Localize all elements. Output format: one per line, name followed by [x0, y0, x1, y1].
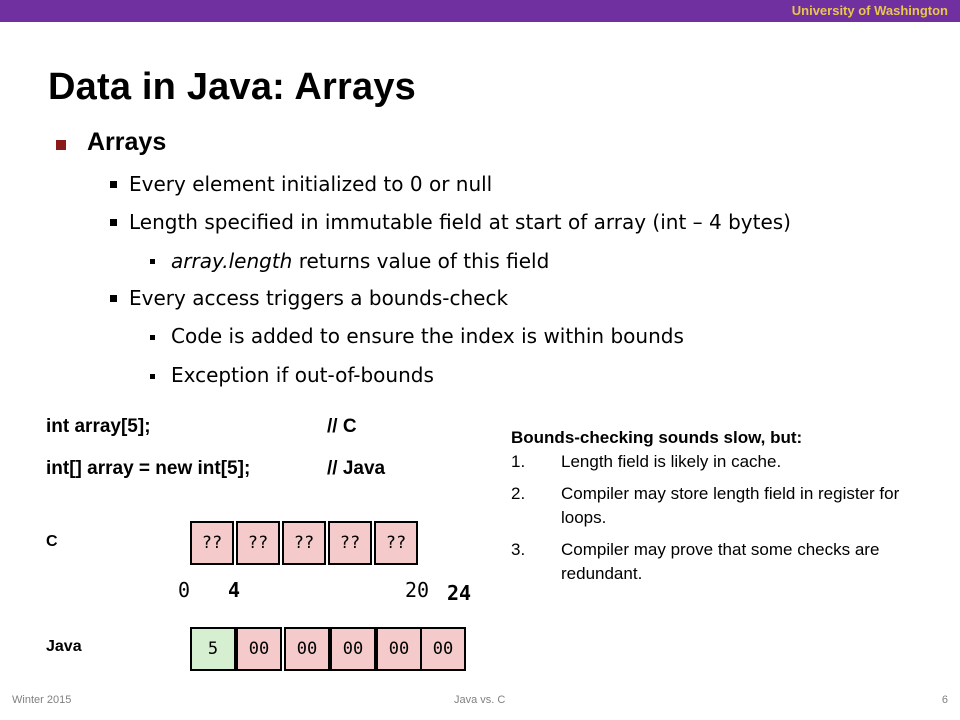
offset-label: 0: [178, 578, 191, 602]
java-length-cell: 5: [190, 627, 236, 671]
square-bullet-icon: [110, 295, 117, 302]
c-array-cell: ??: [236, 521, 280, 565]
offset-label: 20: [405, 578, 430, 602]
footer-term: Winter 2015: [12, 694, 72, 706]
c-comment: // C: [327, 416, 357, 437]
slide-title: Data in Java: Arrays: [48, 66, 417, 108]
c-array-cell: ??: [374, 521, 418, 565]
java-array-cell: 00: [420, 627, 466, 671]
bullet-array-length: [171, 249, 549, 273]
offset-label: 24: [447, 581, 472, 605]
bullet-exception: Exception if out-of-bounds: [171, 363, 434, 387]
bullet-length-field: Length specified in immutable field at start of array (int – 4 bytes): [129, 210, 791, 234]
array-length-desc: returns value of this field: [292, 249, 550, 273]
c-label: C: [46, 533, 58, 550]
c-array-cell: ??: [328, 521, 372, 565]
note-heading: Bounds-checking sounds slow, but:: [511, 428, 803, 447]
c-array-cell: ??: [282, 521, 326, 565]
bullet-bounds-check: Every access triggers a bounds-check: [129, 286, 509, 310]
note-text: Length field is likely in cache.: [561, 452, 782, 471]
bullet-initialized: Every element initialized to 0 or null: [129, 172, 493, 196]
java-array-cell: 00: [284, 627, 330, 671]
bullet-code-added: Code is added to ensure the index is within bounds: [171, 324, 684, 348]
small-bullet-icon: [150, 259, 155, 264]
java-label: Java: [46, 638, 82, 655]
note-number: 2.: [511, 484, 526, 503]
square-bullet-icon: [110, 219, 117, 226]
square-bullet-icon: [56, 140, 66, 150]
array-length-term: array.length: [171, 249, 293, 273]
java-array-cell: 00: [236, 627, 282, 671]
offset-label: 4: [228, 578, 241, 602]
note-number: 1.: [511, 452, 526, 471]
java-comment: // Java: [327, 458, 386, 479]
header-bar: [0, 0, 960, 22]
c-array-cell: ??: [190, 521, 234, 565]
note-text: Compiler may prove that some checks are redundant.: [561, 540, 880, 583]
page-number: 6: [941, 694, 948, 706]
note-number: 3.: [511, 540, 526, 559]
java-declaration: int[] array = new int[5];: [46, 458, 251, 479]
bullet-arrays: Arrays: [87, 128, 167, 156]
square-bullet-icon: [110, 181, 117, 188]
small-bullet-icon: [150, 335, 155, 340]
university-name: University of Washington: [791, 3, 948, 18]
java-array-cell: 00: [376, 627, 422, 671]
footer-title: Java vs. C: [454, 694, 506, 706]
java-array-cell: 00: [330, 627, 376, 671]
note-text: Compiler may store length field in register for loops.: [561, 484, 900, 527]
c-declaration: int array[5];: [46, 416, 151, 437]
small-bullet-icon: [150, 374, 155, 379]
